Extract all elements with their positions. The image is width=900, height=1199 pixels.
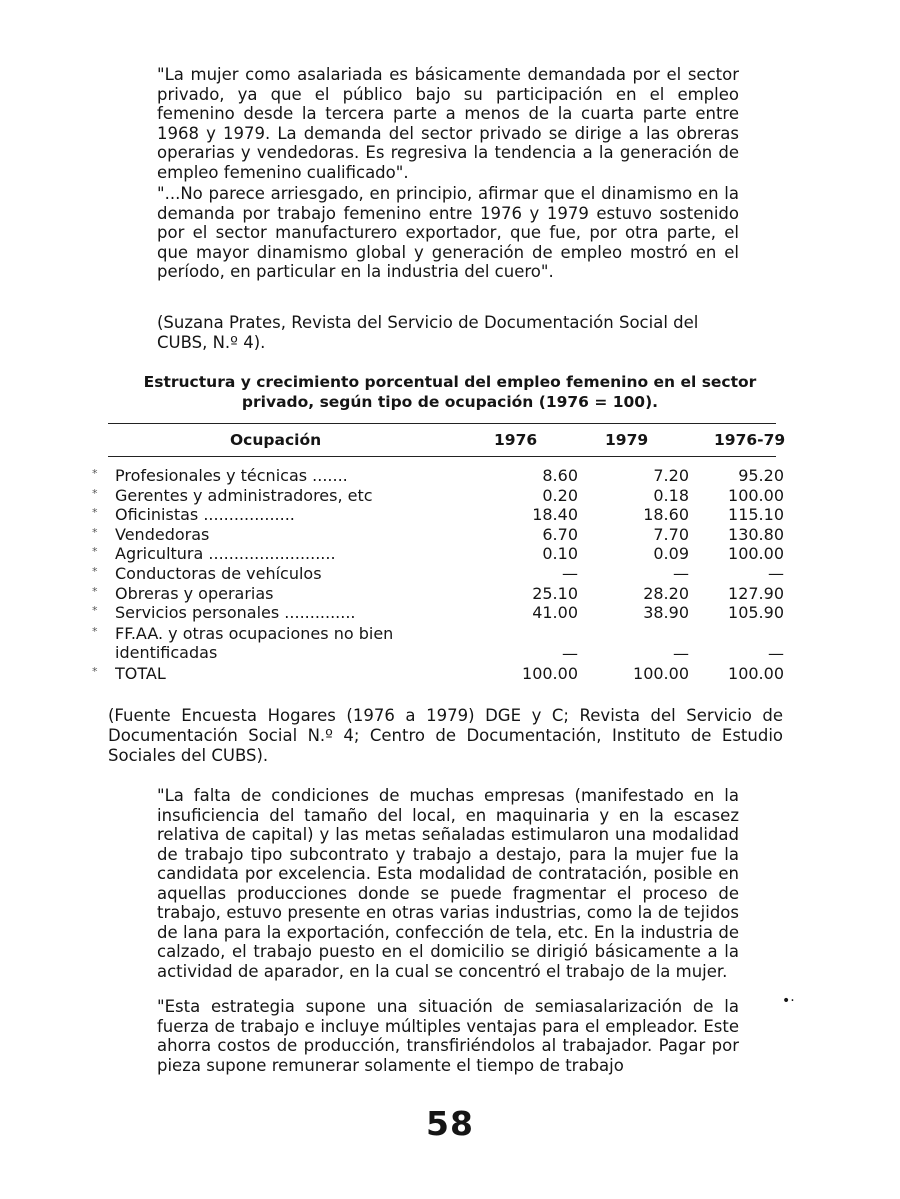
value-1979: 38.90 xyxy=(643,603,689,622)
row-label: Agricultura ......................... xyxy=(115,544,336,563)
row-marker: * xyxy=(92,545,98,558)
table-row xyxy=(92,564,792,584)
row-label: TOTAL xyxy=(115,664,166,683)
table-row xyxy=(92,486,792,506)
table-row xyxy=(92,466,792,486)
row-label: Servicios personales .............. xyxy=(115,603,356,622)
row-marker: * xyxy=(92,506,98,519)
table-header-rule xyxy=(108,456,776,457)
value-1979: — xyxy=(673,644,689,663)
value-growth: 100.00 xyxy=(728,664,784,683)
header-1979: 1979 xyxy=(605,431,649,449)
value-1976: 18.40 xyxy=(532,505,578,524)
row-marker: * xyxy=(92,487,98,500)
table-row xyxy=(92,603,792,623)
row-label: Oficinistas .................. xyxy=(115,505,295,524)
value-growth: 127.90 xyxy=(728,584,784,603)
value-growth: 105.90 xyxy=(728,603,784,622)
row-label: Gerentes y administradores, etc xyxy=(115,486,373,505)
value-1976: 25.10 xyxy=(532,584,578,603)
quote-paragraph-4: "Esta estrategia supone una situación de semiasalarización de la fuerza de trabajo e incluye múltiples ventajas para el empleador. Este ahorra costos de producción, transfiriéndolos al trabajador. Pagar por pieza supone remunerar solamente el tiempo de trabajo xyxy=(157,997,739,1075)
table-row xyxy=(92,624,792,664)
table-row xyxy=(92,664,792,684)
value-1979: 0.18 xyxy=(653,486,689,505)
table-row xyxy=(92,544,792,564)
table-top-rule xyxy=(108,423,776,424)
value-growth: 100.00 xyxy=(728,544,784,563)
row-label: Profesionales y técnicas ....... xyxy=(115,466,348,485)
header-occupation: Ocupación xyxy=(230,431,322,449)
table-row xyxy=(92,505,792,525)
value-growth: 130.80 xyxy=(728,525,784,544)
table-row xyxy=(92,525,792,545)
value-growth: 115.10 xyxy=(728,505,784,524)
row-marker: * xyxy=(92,526,98,539)
quote-paragraph-1: "La mujer como asalariada es básicamente demandada por el sector privado, ya que el público bajo su participación en el empleo femenino desde la tercera parte a menos de la cuarta parte entre 1968 y 1979. La demanda del sector privado se dirige a las obreras operarias y vendedoras. Es regresiva la tendencia a la generación de empleo femenino cualificado". xyxy=(157,65,739,182)
table-title: Estructura y crecimiento porcentual del empleo femenino en el sector privado, según tipo de ocupación (1976 = 100). xyxy=(143,373,757,411)
row-marker: * xyxy=(92,604,98,617)
value-1979: 7.70 xyxy=(653,525,689,544)
value-1979: 0.09 xyxy=(653,544,689,563)
header-growth: 1976-79 xyxy=(714,431,786,449)
value-1976: 6.70 xyxy=(542,525,578,544)
row-label: FF.AA. y otras ocupaciones no bien identificadas xyxy=(115,624,394,662)
value-1976: — xyxy=(562,564,578,583)
value-1976: 0.10 xyxy=(542,544,578,563)
row-marker: * xyxy=(92,585,98,598)
value-1979: 100.00 xyxy=(633,664,689,683)
row-label: Obreras y operarias xyxy=(115,584,274,603)
row-marker: * xyxy=(92,467,98,480)
value-1979: — xyxy=(673,564,689,583)
quote-paragraph-3: "La falta de condiciones de muchas empresas (manifestado en la insuficiencia del tamaño del local, en maquinaria y en la escasez relativa de capital) y las metas señaladas estimularon una modalidad de trabajo tipo subcontrato y trabajo a destajo, para la mujer fue la candidata por excelencia. Esta modalidad de contratación, posible en aquellas producciones donde se puede fragmentar el proceso de trabajo, estuvo presente en otras varias industrias, como la de tejidos de lana para la exportación, confección de tela, etc. En la industria de calzado, el trabajo puesto en el domicilio se dirigió básicamente a la actividad de aparador, en la cual se concentró el trabajo de la mujer. xyxy=(157,786,739,981)
row-label: Vendedoras xyxy=(115,525,210,544)
value-1976: 8.60 xyxy=(542,466,578,485)
value-1976: 100.00 xyxy=(522,664,578,683)
value-growth: — xyxy=(768,644,784,663)
quote-paragraph-2: "...No parece arriesgado, en principio, afirmar que el dinamismo en la demanda por trabajo femenino entre 1976 y 1979 estuvo sostenido por el sector manufacturero exportador, que fue, por otra parte, el que mayor dinamismo global y generación de empleo mostró en el período, en particular en la industria del cuero". xyxy=(157,184,739,282)
row-marker: * xyxy=(92,625,98,638)
margin-mark: •· xyxy=(782,993,795,1009)
value-growth: 100.00 xyxy=(728,486,784,505)
value-growth: 95.20 xyxy=(738,466,784,485)
row-marker: * xyxy=(92,665,98,678)
header-1976: 1976 xyxy=(494,431,538,449)
row-label: Conductoras de vehículos xyxy=(115,564,322,583)
value-1976: — xyxy=(562,644,578,663)
value-1979: 7.20 xyxy=(653,466,689,485)
value-1976: 0.20 xyxy=(542,486,578,505)
row-marker: * xyxy=(92,565,98,578)
page-number: 58 xyxy=(426,1104,474,1143)
value-1979: 28.20 xyxy=(643,584,689,603)
value-growth: — xyxy=(768,564,784,583)
table-row xyxy=(92,584,792,604)
value-1979: 18.60 xyxy=(643,505,689,524)
table-source-note: (Fuente Encuesta Hogares (1976 a 1979) DGE y C; Revista del Servicio de Documentación Social N.º 4; Centro de Documentación, Instituto de Estudio Sociales del CUBS). xyxy=(108,706,783,765)
value-1976: 41.00 xyxy=(532,603,578,622)
citation: (Suzana Prates, Revista del Servicio de Documentación Social del CUBS, N.º 4). xyxy=(157,313,699,352)
